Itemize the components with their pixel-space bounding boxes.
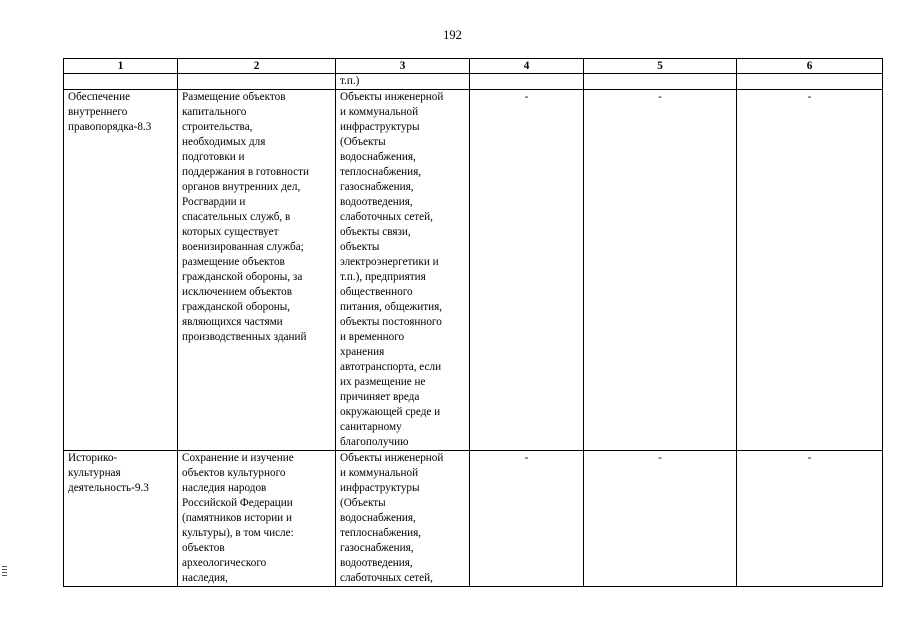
table-row-internal-order <box>64 90 883 451</box>
col4-value: - <box>470 451 584 587</box>
zoning-table <box>63 58 883 587</box>
header-col-1: 1 <box>64 59 178 74</box>
land-use-type: Историко- культурная деятельность-9.3 <box>64 451 178 587</box>
cont-cell-4 <box>470 74 584 90</box>
col5-value: - <box>584 90 737 451</box>
land-use-type: Обеспечение внутреннего правопорядка-8.3 <box>64 90 178 451</box>
header-col-2: 2 <box>178 59 336 74</box>
page-number: 192 <box>443 28 462 42</box>
land-use-description: Размещение объектов капитального строительства, необходимых для подготовки и поддержания в готовности органов внутренних дел, Росгвардии и спасательных служб, в которых существует военизированная служба; размещение объектов гражданской обороны, за исключением объектов гражданской обороны, являющихся частями производственных зданий <box>178 90 336 451</box>
table-row-historical-cultural <box>64 451 883 587</box>
cont-cell-3: т.п.) <box>336 74 470 90</box>
header-col-3: 3 <box>336 59 470 74</box>
cont-cell-6 <box>737 74 883 90</box>
header-col-6: 6 <box>737 59 883 74</box>
col6-value: - <box>737 451 883 587</box>
cont-cell-2 <box>178 74 336 90</box>
cont-cell-5 <box>584 74 737 90</box>
header-col-5: 5 <box>584 59 737 74</box>
col6-value: - <box>737 90 883 451</box>
land-use-description: Сохранение и изучение объектов культурного наследия народов Российской Федерации (памятников истории и культуры), в том числе: объектов археологического наследия, <box>178 451 336 587</box>
margin-scan-mark <box>2 566 7 578</box>
col5-value: - <box>584 451 737 587</box>
continuation-row <box>64 74 883 90</box>
header-col-4: 4 <box>470 59 584 74</box>
permitted-objects: Объекты инженерной и коммунальной инфраструктуры (Объекты водоснабжения, теплоснабжения, газоснабжения, водоотведения, слаботочных сетей, объекты связи, объекты электроэнергетики и т.п.), предприятия общественного питания, общежития, объекты постоянного и временного хранения автотранспорта, если их размещение не причиняет вреда окружающей среде и санитарному благополучию <box>336 90 470 451</box>
col4-value: - <box>470 90 584 451</box>
cont-cell-1 <box>64 74 178 90</box>
permitted-objects: Объекты инженерной и коммунальной инфраструктуры (Объекты водоснабжения, теплоснабжения, газоснабжения, водоотведения, слаботочных сетей, <box>336 451 470 587</box>
header-row <box>64 59 883 74</box>
